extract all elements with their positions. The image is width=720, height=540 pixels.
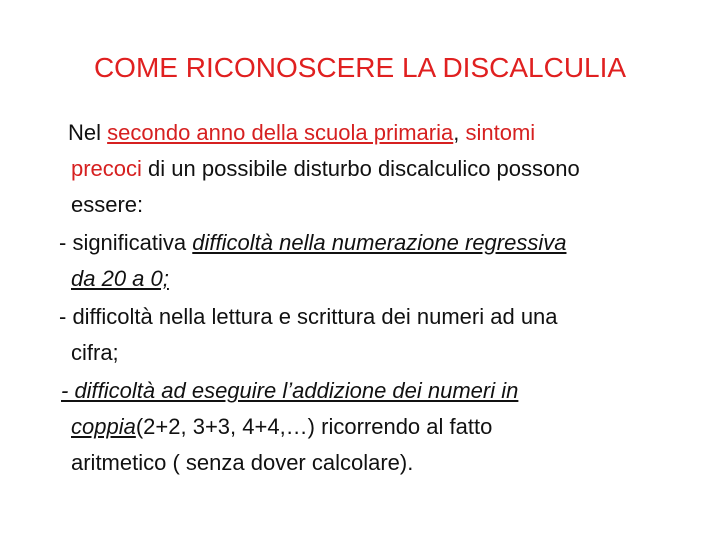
bullet-text: - difficoltà nella lettura e scrittura dei numeri ad una bbox=[59, 304, 558, 329]
bullet-3-line-2 bbox=[71, 412, 492, 442]
bullet-text: (2+2, 3+3, 4+4,…) ricorrendo al fatto bbox=[135, 414, 493, 439]
bullet-1-line-1 bbox=[59, 228, 566, 258]
bullet-lead: - significativa bbox=[59, 230, 193, 255]
intro-comma: , bbox=[453, 120, 466, 145]
intro-line-1 bbox=[68, 118, 535, 148]
bullet-emphasis: - difficoltà ad eseguire l’addizione dei numeri in bbox=[61, 378, 519, 403]
intro-line-3 bbox=[71, 190, 143, 220]
intro-text: essere: bbox=[71, 192, 144, 217]
bullet-3-line-1 bbox=[61, 376, 518, 406]
bullet-text: aritmetico ( senza dover calcolare). bbox=[71, 450, 414, 475]
bullet-2-line-1 bbox=[59, 302, 558, 332]
bullet-1-line-2 bbox=[71, 264, 169, 294]
highlight-grade: secondo anno della scuola primaria bbox=[107, 120, 454, 145]
highlight-symptoms: sintomi bbox=[465, 120, 536, 145]
bullet-emphasis: coppia bbox=[71, 414, 136, 439]
bullet-text: cifra; bbox=[71, 340, 119, 365]
slide-title: COME RICONOSCERE LA DISCALCULIA bbox=[93, 52, 627, 83]
intro-text: di un possibile disturbo discalculico possono bbox=[141, 156, 580, 181]
bullet-emphasis: da 20 a 0; bbox=[71, 266, 169, 291]
highlight-early: precoci bbox=[71, 156, 142, 181]
intro-line-2 bbox=[71, 154, 580, 184]
intro-text: Nel bbox=[68, 120, 108, 145]
bullet-emphasis: difficoltà nella numerazione regressiva bbox=[192, 230, 567, 255]
bullet-3-line-3 bbox=[71, 448, 413, 478]
bullet-2-line-2 bbox=[71, 338, 119, 368]
